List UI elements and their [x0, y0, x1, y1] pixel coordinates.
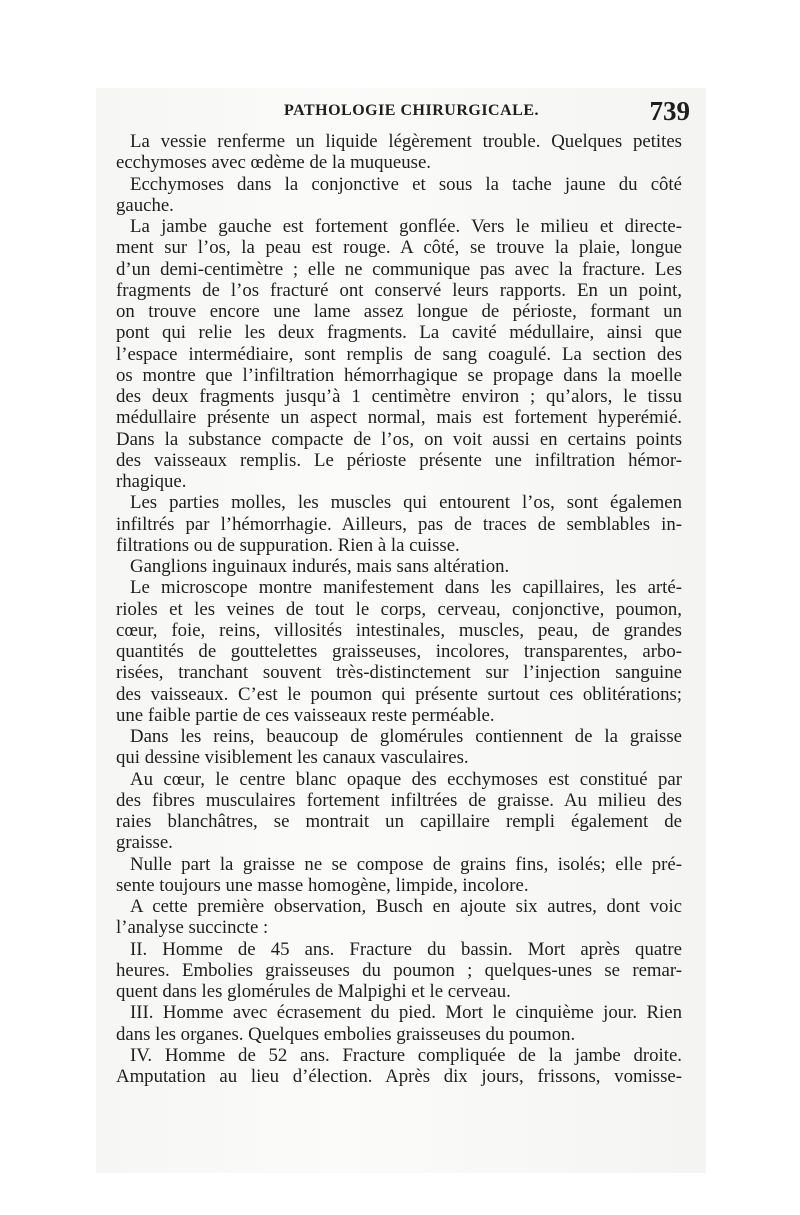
text-line: Amputation au lieu d’élection. Après dix jours, frissons, vomisse-: [116, 1066, 682, 1087]
text-line: III. Homme avec écrasement du pied. Mort le cinquième jour. Rien: [130, 1002, 682, 1024]
text-line: des vaisseaux remplis. Le périoste présente une infiltration hémor-: [116, 449, 682, 471]
text-line: filtrations ou de suppuration. Rien à la cuisse.: [116, 534, 460, 556]
text-line: La vessie renferme un liquide légèrement trouble. Quelques petites: [130, 131, 682, 152]
text-line: cœur, foie, reins, villosités intestinales, muscles, peau, de grandes: [116, 619, 682, 641]
text-line: des vaisseaux. C’est le poumon qui présente surtout ces oblitérations;: [116, 683, 682, 705]
text-line: gauche.: [116, 194, 174, 216]
text-line: on trouve encore une lame assez longue de périoste, formant un: [116, 301, 682, 322]
text-line: II. Homme de 45 ans. Fracture du bassin. Mort après quatre: [130, 938, 682, 960]
text-line: Le microscope montre manifestement dans les capillaires, les arté-: [130, 577, 682, 599]
text-line: des deux fragments jusqu’à 1 centimètre environ ; qu’alors, le tissu: [116, 386, 682, 407]
text-line: fragments de l’os fracturé ont conservé leurs rapports. En un point,: [116, 279, 682, 301]
text-line: Dans la substance compacte de l’os, on voit aussi en certains points: [116, 428, 682, 450]
text-line: A cette première observation, Busch en ajoute six autres, dont voic: [130, 896, 682, 917]
text-line: Au cœur, le centre blanc opaque des ecchymoses est constitué par: [130, 768, 682, 790]
text-line: heures. Embolies graisseuses du poumon ; quelques-unes se remar-: [116, 959, 682, 981]
text-line: Ecchymoses dans la conjonctive et sous la tache jaune du côté: [130, 173, 682, 195]
text-line: ment sur l’os, la peau est rouge. A côté, se trouve la plaie, longue: [116, 237, 682, 259]
text-line: infiltrés par l’hémorrhagie. Ailleurs, pas de traces de semblables in-: [116, 513, 682, 535]
body-text: [116, 131, 682, 1087]
text-line: graisse.: [116, 832, 173, 854]
text-line: IV. Homme de 52 ans. Fracture compliquée de la jambe droite.: [130, 1044, 682, 1066]
text-line: qui dessine visiblement les canaux vasculaires.: [116, 747, 469, 769]
text-line: médullaire présente un aspect normal, mais est fortement hyperémié.: [116, 407, 682, 429]
text-line: rioles et les veines de tout le corps, cerveau, conjonctive, poumon,: [116, 598, 682, 620]
text-line: Les parties molles, les muscles qui entourent l’os, sont égalemen: [130, 492, 682, 514]
running-title: PATHOLOGIE CHIRURGICALE.: [284, 102, 539, 119]
text-line: Nulle part la graisse ne se compose de grains fins, isolés; elle pré-: [130, 853, 682, 875]
text-line: La jambe gauche est fortement gonflée. Vers le milieu et directe-: [130, 216, 682, 237]
text-line: raies blanchâtres, se montrait un capillaire rempli également de: [116, 811, 682, 832]
text-line: une faible partie de ces vaisseaux reste perméable.: [116, 704, 495, 726]
text-line: pont qui relie les deux fragments. La cavité médullaire, ainsi que: [116, 322, 682, 344]
page-number: 739: [649, 96, 690, 126]
text-line: Dans les reins, beaucoup de glomérules contiennent de la graisse: [130, 726, 682, 747]
text-line: l’analyse succincte :: [116, 917, 269, 939]
text-line: sente toujours une masse homogène, limpide, incolore.: [116, 874, 529, 896]
text-line: d’un demi-centimètre ; elle ne communique pas avec la fracture. Les: [116, 258, 682, 280]
text-line: des fibres musculaires fortement infiltrées de graisse. Au milieu des: [116, 789, 682, 811]
text-line: l’espace intermédiaire, sont remplis de sang coagulé. La section des: [116, 343, 682, 365]
text-line: quantités de gouttelettes graisseuses, incolores, transparentes, arbo-: [116, 641, 682, 662]
text-line: quent dans les glomérules de Malpighi et le cerveau.: [116, 981, 511, 1002]
text-line: dans les organes. Quelques embolies graisseuses du poumon.: [116, 1023, 576, 1045]
text-line: risées, tranchant souvent très-distinctement sur l’injection sanguine: [116, 662, 682, 684]
text-line: rhagique.: [116, 471, 187, 492]
text-line: ecchymoses avec œdème de la muqueuse.: [116, 152, 431, 174]
text-line: Ganglions inguinaux indurés, mais sans altération.: [130, 556, 510, 577]
page-header: [112, 96, 690, 126]
text-line: os montre que l’infiltration hémorrhagique se propage dans la moelle: [116, 364, 682, 386]
